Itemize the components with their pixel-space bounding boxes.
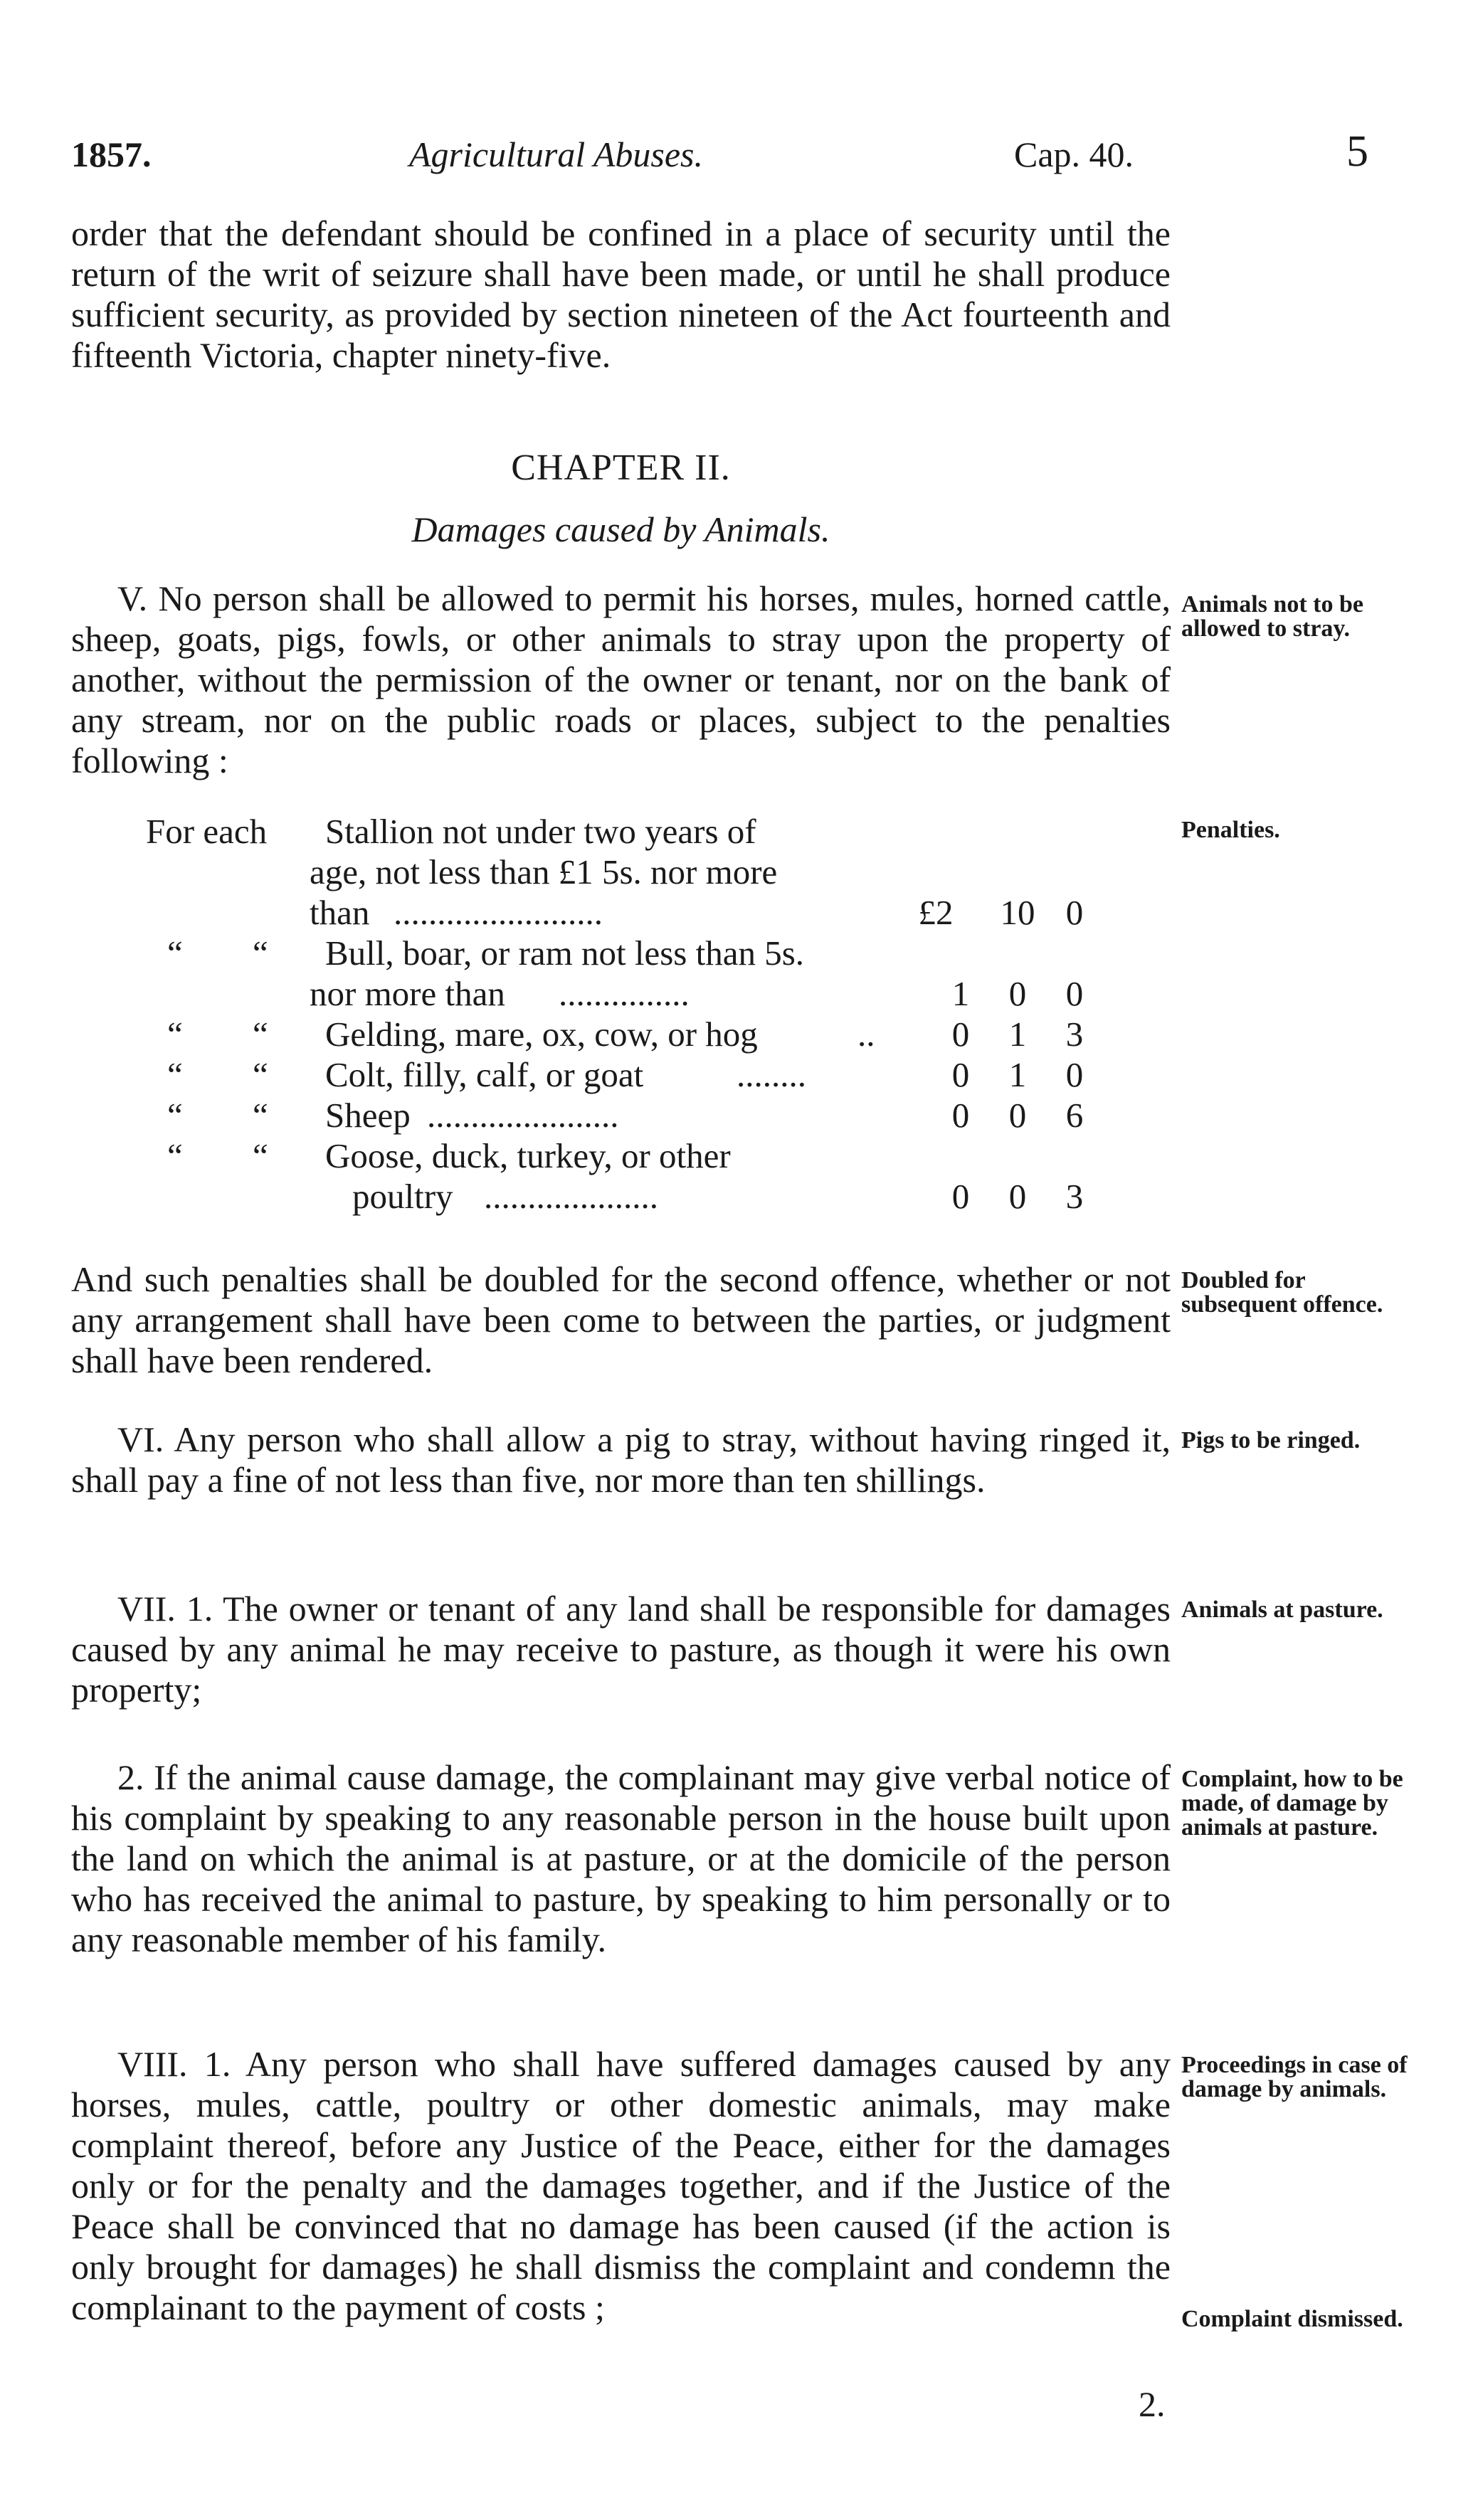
penalty-pounds: 1 — [951, 974, 970, 1013]
penalty-description: age, not less than £1 5s. nor more — [310, 852, 778, 891]
ditto-mark: “ — [253, 933, 268, 973]
section-viii-1 — [71, 2044, 1171, 2328]
penalty-description: nor more than — [310, 974, 505, 1013]
margin-note-proceedings: Proceedings in case of damage by animals. — [1181, 2052, 1408, 2102]
page-number: 5 — [1346, 127, 1368, 176]
margin-note-animals-pasture: Animals at pasture. — [1181, 1597, 1383, 1623]
header-chapter-ref: Cap. 40. — [1014, 134, 1134, 174]
penalty-pence: 0 — [1065, 1055, 1084, 1094]
penalty-row — [146, 1054, 1103, 1095]
dot-leader: .. — [857, 1015, 875, 1054]
penalty-prefix: For each — [146, 812, 268, 851]
penalty-row-values — [146, 973, 1103, 1014]
penalty-description: Gelding, mare, ox, cow, or hog — [325, 1015, 758, 1054]
margin-note-dismissed: Complaint dismissed. — [1181, 2306, 1403, 2332]
penalty-pounds: £2 — [918, 893, 954, 932]
ditto-mark: “ — [167, 1015, 183, 1054]
penalty-row-values — [146, 892, 1103, 933]
penalty-row-continuation — [146, 852, 1103, 892]
penalty-row — [146, 933, 1103, 973]
section-vii-1 — [71, 1589, 1171, 1710]
section-viii-1-text: VIII. 1. Any person who shall have suffered damages caused by any horses, mules, cattle, poultry or other domestic animals, may make complaint thereof, before any Justice of the Peace, either for the damages only or for the penalty and the damages together, and if the Justice of the Peace shall be convinced that no damage has been caused (if the action is only brought for damages) he shall dismiss the complaint and condemn the complainant to the payment of costs ; — [71, 2044, 1171, 2327]
section-vi-text: VI. Any person who shall allow a pig to stray, without having ringed it, shall pay a fine of not less than five, nor more than ten shillings. — [71, 1419, 1171, 1500]
margin-note-complaint: Complaint, how to be made, of damage by animals at pasture. — [1181, 1766, 1403, 1841]
header-title: Agricultural Abuses. — [409, 134, 703, 174]
penalty-pence: 3 — [1065, 1015, 1084, 1054]
section-vii-1-text: VII. 1. The owner or tenant of any land shall be responsible for damages caused by any animal he may receive to pasture, as though it were his own property; — [71, 1589, 1171, 1710]
ditto-mark: “ — [253, 1136, 268, 1175]
section-v-doubled — [71, 1259, 1171, 1381]
margin-note-animals-not-stray: Animals not to be allowed to stray. — [1181, 591, 1363, 642]
catchword: 2. — [1139, 2384, 1166, 2424]
chapter-title: CHAPTER II. — [511, 448, 731, 488]
penalty-shillings: 0 — [1008, 1177, 1027, 1216]
penalty-description: Bull, boar, or ram not less than 5s. — [325, 933, 805, 973]
penalty-pounds: 0 — [951, 1055, 970, 1094]
section-vii-2 — [71, 1757, 1171, 1960]
running-header — [71, 127, 1409, 184]
section-vii-2-text: 2. If the animal cause damage, the complainant may give verbal notice of his complaint by speaking to any reasonable person in the house built upon the land on which the animal is at pasture, or at the domicile of the person who has received the animal to pasture, by speaking to him personally or to any reasonable member of his family. — [71, 1757, 1171, 1959]
penalty-description: Sheep — [325, 1096, 411, 1135]
ditto-mark: “ — [167, 1136, 183, 1175]
penalty-pounds: 0 — [951, 1015, 970, 1054]
penalty-pounds: 0 — [951, 1177, 970, 1216]
penalty-table — [146, 811, 1103, 1217]
dot-leader: ........ — [737, 1055, 806, 1094]
ditto-mark: “ — [167, 933, 183, 973]
margin-note-pigs: Pigs to be ringed. — [1181, 1427, 1361, 1454]
header-year: 1857. — [71, 134, 152, 174]
penalty-shillings: 10 — [1000, 893, 1035, 932]
dot-leader: ............... — [559, 974, 690, 1013]
penalty-row — [146, 1014, 1103, 1054]
dot-leader: .................... — [484, 1177, 658, 1216]
ditto-mark: “ — [253, 1096, 268, 1135]
ditto-mark: “ — [253, 1055, 268, 1094]
penalty-pence: 0 — [1065, 974, 1084, 1013]
penalty-shillings: 0 — [1008, 1096, 1027, 1135]
section-v — [71, 578, 1171, 781]
section-vi — [71, 1419, 1171, 1500]
dot-leader: ........................ — [394, 893, 603, 932]
penalty-description: Goose, duck, turkey, or other — [325, 1136, 731, 1175]
ditto-mark: “ — [253, 1015, 268, 1054]
section-v-text: V. No person shall be allowed to permit his horses, mules, horned cattle, sheep, goats, pigs, fowls, or other animals to stray upon the property of another, without the permission of the owner or tenant, nor on the bank of any stream, nor on the public roads or places, subject to the penalties following : — [71, 578, 1171, 780]
penalty-description: Stallion not under two years of — [325, 812, 756, 851]
penalty-shillings: 1 — [1008, 1055, 1027, 1094]
penalty-description: Colt, filly, calf, or goat — [325, 1055, 644, 1094]
penalty-description: poultry — [352, 1177, 453, 1216]
ditto-mark: “ — [167, 1096, 183, 1135]
dot-leader: ...................... — [427, 1096, 619, 1135]
penalty-row — [146, 1095, 1103, 1135]
penalty-description: than — [310, 893, 370, 932]
intro-text: order that the defendant should be confined in a place of security until the return of the writ of seizure shall have been made, or until he shall produce sufficient security, as provided by section nineteen of the Act fourteenth and fifteenth Victoria, chapter ninety-five. — [71, 213, 1171, 375]
penalty-pence: 6 — [1065, 1096, 1084, 1135]
intro-paragraph — [71, 213, 1171, 376]
penalty-pounds: 0 — [951, 1096, 970, 1135]
margin-note-penalties: Penalties. — [1181, 817, 1280, 843]
penalty-row — [146, 811, 1103, 852]
section-v-doubled-text: And such penalties shall be doubled for the second offence, whether or not any arrangement shall have been come to between the parties, or judgment shall have been rendered. — [71, 1259, 1171, 1380]
penalty-shillings: 1 — [1008, 1015, 1027, 1054]
margin-note-doubled: Doubled for subsequent offence. — [1181, 1267, 1383, 1318]
penalty-shillings: 0 — [1008, 974, 1027, 1013]
penalty-pence: 3 — [1065, 1177, 1084, 1216]
penalty-row — [146, 1135, 1103, 1176]
chapter-subtitle: Damages caused by Animals. — [411, 509, 830, 549]
ditto-mark: “ — [167, 1055, 183, 1094]
penalty-pence: 0 — [1065, 893, 1084, 932]
penalty-row-values — [146, 1176, 1103, 1217]
